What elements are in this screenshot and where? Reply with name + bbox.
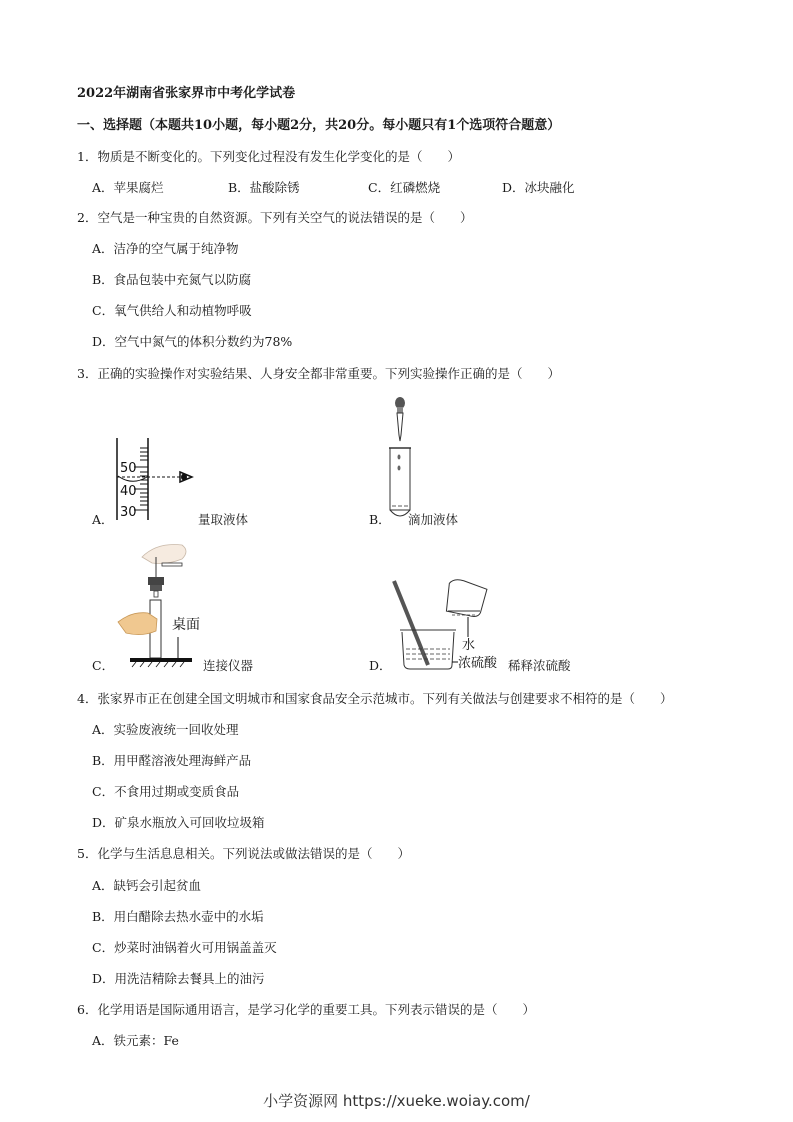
footer-watermark[interactable]: 小学资源网 https://xueke.woiay.com/	[263, 1092, 530, 1110]
figure-a-caption: 量取液体	[198, 512, 249, 527]
figure-d-letter: D．	[369, 658, 392, 673]
question-4-option-b: B．用甲醛溶液处理海鲜产品	[92, 753, 252, 768]
question-5-option-d: D．用洗洁精除去餐具上的油污	[92, 971, 265, 986]
question-5-option-b: B．用白醋除去热水壶中的水垢	[92, 909, 264, 924]
question-1-option-a: A．苹果腐烂	[92, 180, 164, 195]
svg-text:40: 40	[120, 484, 137, 499]
figure-b-letter: B．	[369, 512, 391, 527]
connecting-apparatus-figure	[112, 537, 202, 667]
figure-d-caption: 稀释浓硫酸	[508, 658, 571, 673]
question-6-stem: 6．化学用语是国际通用语言，是学习化学的重要工具。下列表示错误的是（ ）	[77, 1002, 535, 1017]
question-4-option-d: D．矿泉水瓶放入可回收垃圾箱	[92, 815, 265, 830]
figure-c-caption: 连接仪器	[203, 658, 254, 673]
question-2-option-d: D．空气中氮气的体积分数约为78%	[92, 334, 293, 349]
figure-b-caption: 滴加液体	[408, 512, 459, 527]
question-4-option-c: C．不食用过期或变质食品	[92, 784, 240, 799]
question-2-stem: 2．空气是一种宝贵的自然资源。下列有关空气的说法错误的是（ ）	[77, 210, 473, 225]
graduated-cylinder-figure	[110, 430, 210, 525]
dropper-test-tube-figure	[385, 395, 415, 525]
question-5-stem: 5．化学与生活息息相关。下列说法或做法错误的是（ ）	[77, 846, 410, 861]
question-5-option-a: A．缺钙会引起贫血	[92, 878, 202, 893]
svg-text:50: 50	[120, 461, 137, 476]
question-4-option-a: A．实验废液统一回收处理	[92, 722, 239, 737]
question-2-option-c: C．氧气供给人和动植物呼吸	[92, 303, 252, 318]
question-2-option-a: A．洁净的空气属于纯净物	[92, 241, 239, 256]
exam-title: 2022年湖南省张家界市中考化学试卷	[77, 86, 296, 101]
svg-text:浓硫酸: 浓硫酸	[458, 656, 498, 671]
question-3-stem: 3．正确的实验操作对实验结果、人身安全都非常重要。下列实验操作正确的是（ ）	[77, 366, 560, 381]
dilution-figure	[390, 577, 498, 672]
svg-text:桌面: 桌面	[172, 617, 200, 633]
question-1-stem: 1．物质是不断变化的。下列变化过程没有发生化学变化的是（ ）	[77, 149, 460, 164]
question-2-option-b: B．食品包装中充氮气以防腐	[92, 272, 252, 287]
section-heading: 一、选择题（本题共10小题，每小题2分，共20分。每小题只有1个选项符合题意）	[77, 118, 561, 133]
figure-a-letter: A．	[92, 512, 114, 527]
question-4-stem: 4．张家界市正在创建全国文明城市和国家食品安全示范城市。下列有关做法与创建要求不相符的是（ ）	[77, 691, 673, 706]
figure-c-letter: C．	[92, 658, 115, 673]
svg-text:水: 水	[462, 638, 476, 653]
question-1-option-c: C．红磷燃烧	[368, 180, 441, 195]
question-1-option-d: D．冰块融化	[502, 180, 575, 195]
svg-text:30: 30	[120, 505, 137, 520]
question-6-option-a: A．铁元素：Fe	[92, 1033, 179, 1048]
question-1-option-b: B．盐酸除锈	[228, 180, 300, 195]
question-5-option-c: C．炒菜时油锅着火可用锅盖盖灭	[92, 940, 277, 955]
